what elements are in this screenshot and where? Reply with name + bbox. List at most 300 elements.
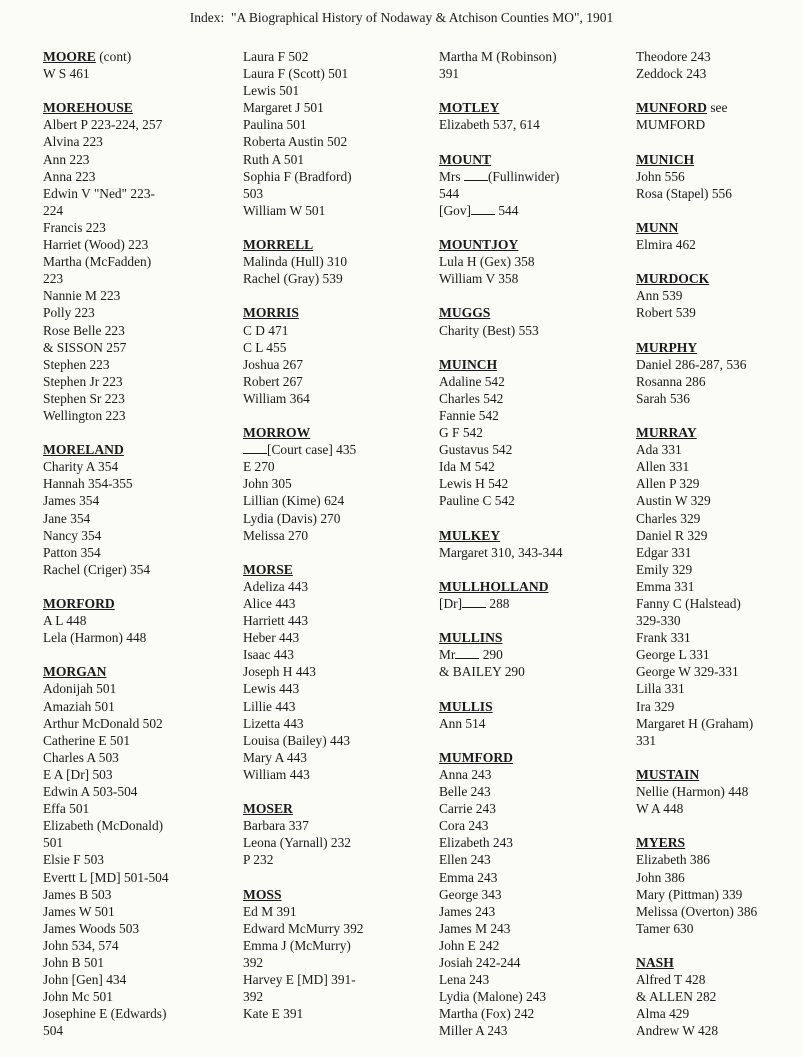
index-entry — [439, 492, 629, 509]
spacer — [243, 544, 433, 561]
index-entry — [43, 304, 233, 321]
entry-text: Allen P 329 — [636, 476, 700, 492]
entry-text: Wellington 223 — [43, 407, 126, 423]
index-entry — [43, 817, 233, 834]
entry-text: George 343 — [439, 886, 502, 902]
entry-text: C L 455 — [243, 339, 287, 355]
entry-text: Belle 243 — [439, 784, 491, 800]
index-entry — [439, 817, 629, 834]
page-title: Index: "A Biographical History of Nodaway & Atchison Counties MO", 1901 — [189, 10, 614, 25]
index-entry — [636, 851, 803, 868]
spacer — [439, 219, 629, 236]
index-entry — [243, 834, 433, 851]
spacer — [636, 749, 803, 766]
index-entry — [43, 544, 233, 561]
surname-heading — [243, 236, 433, 253]
index-entry — [243, 99, 433, 116]
entry-text: Emma 331 — [636, 578, 695, 594]
index-entry — [636, 732, 803, 749]
entry-text: Harriett 443 — [243, 613, 309, 629]
entry-text: Cora 243 — [439, 818, 489, 834]
entry-text: Rachel (Criger) 354 — [43, 561, 151, 577]
index-entry — [43, 390, 233, 407]
entry-text: Lilla 331 — [636, 681, 685, 697]
surname-heading-text: MOREHOUSE — [43, 100, 133, 116]
entry-text: Josiah 242-244 — [439, 954, 521, 970]
index-entry — [43, 151, 233, 168]
entry-text: Lydia (Malone) 243 — [439, 989, 547, 1005]
entry-text: Charity A 354 — [43, 459, 119, 475]
entry-text: & SISSON 257 — [43, 339, 127, 355]
index-entry — [243, 646, 433, 663]
index-entry — [243, 629, 433, 646]
index-entry — [243, 356, 433, 373]
entry-text: Laura F (Scott) 501 — [243, 66, 349, 82]
index-entry — [636, 1005, 803, 1022]
spacer — [439, 680, 629, 697]
index-entry — [243, 185, 433, 202]
surname-heading-text: MORRIS — [243, 305, 299, 321]
index-entry — [243, 612, 433, 629]
entry-text: Allen 331 — [636, 459, 690, 475]
entry-text: James Woods 503 — [43, 920, 140, 936]
surname-heading-text: MUNICH — [636, 151, 695, 167]
index-entry — [439, 646, 629, 663]
entry-text: Rachel (Gray) 539 — [243, 271, 343, 287]
index-entry — [43, 800, 233, 817]
entry-text: Edwin A 503-504 — [43, 784, 138, 800]
spacer — [636, 817, 803, 834]
index-entry — [243, 322, 433, 339]
entry-text: Leona (Yarnall) 232 — [243, 835, 351, 851]
entry-text: Ed M 391 — [243, 903, 297, 919]
entry-text: Harriet (Wood) 223 — [43, 237, 149, 253]
index-entry — [243, 270, 433, 287]
spacer — [636, 253, 803, 270]
entry-text: 544 — [439, 185, 460, 201]
surname-heading-text: MOUNTJOY — [439, 237, 519, 253]
index-entry — [636, 988, 803, 1005]
entry-text: Catherine E 501 — [43, 732, 131, 748]
index-entry — [636, 561, 803, 578]
entry-text: 391 — [439, 66, 460, 82]
index-entry — [636, 168, 803, 185]
entry-text: Lillie 443 — [243, 698, 296, 714]
entry-text: 224 — [43, 202, 64, 218]
entry-text: Austin W 329 — [636, 493, 711, 509]
entry-text: Mary A 443 — [243, 749, 307, 765]
entry-text: Edwin V "Ned" 223- — [43, 185, 155, 201]
index-column-2 — [243, 48, 433, 1022]
index-entry — [43, 629, 233, 646]
index-entry — [43, 920, 233, 937]
index-entry — [43, 458, 233, 475]
entry-text: John [Gen] 434 — [43, 972, 127, 988]
entry-text: 544 — [494, 202, 519, 218]
entry-text: 290 — [479, 647, 503, 663]
index-entry — [43, 783, 233, 800]
entry-text: Robert 267 — [243, 373, 303, 389]
entry-text: Joshua 267 — [243, 356, 303, 372]
entry-text: Lena 243 — [439, 972, 490, 988]
index-entry — [439, 65, 629, 82]
entry-text: Fannie 542 — [439, 407, 499, 423]
entry-text: Ann 223 — [43, 151, 90, 167]
index-entry — [43, 612, 233, 629]
entry-text: Harvey E [MD] 391- — [243, 972, 356, 988]
entry-text: Sarah 536 — [636, 390, 690, 406]
index-entry — [243, 168, 433, 185]
entry-text: Kate E 391 — [243, 1006, 304, 1022]
index-entry — [243, 988, 433, 1005]
surname-heading-text: MYERS — [636, 835, 686, 851]
index-entry — [243, 663, 433, 680]
surname-heading-text: MURPHY — [636, 339, 698, 355]
index-entry — [439, 458, 629, 475]
index-entry — [439, 851, 629, 868]
entry-text: Josephine E (Edwards) — [43, 1006, 167, 1022]
entry-text: John 534, 574 — [43, 937, 119, 953]
index-entry — [43, 954, 233, 971]
surname-heading-text: MULLINS — [439, 630, 503, 646]
spacer — [439, 82, 629, 99]
surname-heading — [439, 629, 629, 646]
index-entry — [43, 937, 233, 954]
index-entry — [43, 698, 233, 715]
entry-text: Andrew W 428 — [636, 1023, 719, 1039]
surname-heading-text: MORSE — [243, 561, 293, 577]
index-entry — [636, 903, 803, 920]
surname-heading-text: MOSS — [243, 886, 282, 902]
index-entry — [43, 202, 233, 219]
index-entry — [43, 492, 233, 509]
spacer — [439, 510, 629, 527]
index-entry — [243, 82, 433, 99]
index-entry — [243, 766, 433, 783]
surname-heading — [243, 424, 433, 441]
index-entry — [43, 680, 233, 697]
surname-heading — [439, 356, 629, 373]
surname-heading — [636, 424, 803, 441]
index-entry — [243, 492, 433, 509]
index-entry — [439, 424, 629, 441]
entry-text: Isaac 443 — [243, 647, 294, 663]
entry-text: Laura F 502 — [243, 49, 309, 64]
index-entry — [439, 253, 629, 270]
index-entry — [636, 715, 803, 732]
entry-text: G F 542 — [439, 425, 483, 441]
surname-heading — [636, 954, 803, 971]
surname-heading-note: see — [706, 100, 728, 116]
entry-text: Elizabeth (McDonald) — [43, 818, 164, 834]
surname-heading — [439, 578, 629, 595]
spacer — [243, 869, 433, 886]
index-entry — [636, 783, 803, 800]
entry-text: Robert 539 — [636, 305, 696, 321]
index-entry — [439, 954, 629, 971]
surname-heading-text: MORELAND — [43, 442, 124, 458]
entry-text: Nannie M 223 — [43, 288, 121, 304]
index-entry — [43, 219, 233, 236]
entry-prefix: [Dr] — [439, 596, 463, 611]
entry-text: W S 461 — [43, 66, 90, 82]
entry-text: Ellen 243 — [439, 852, 491, 868]
index-entry — [636, 920, 803, 937]
entry-text: Melissa (Overton) 386 — [636, 903, 758, 919]
surname-heading — [636, 339, 803, 356]
index-entry — [43, 988, 233, 1005]
entry-text: Evertt L [MD] 501-504 — [43, 869, 169, 885]
entry-text: Mary (Pittman) 339 — [636, 886, 743, 902]
entry-text: & ALLEN 282 — [636, 989, 717, 1005]
index-entry — [43, 236, 233, 253]
index-entry — [43, 510, 233, 527]
entry-text: James M 243 — [439, 920, 511, 936]
index-entry — [243, 202, 433, 219]
surname-heading-text: MUNN — [636, 219, 679, 235]
index-entry — [439, 834, 629, 851]
surname-heading-text: MUMFORD — [439, 749, 513, 765]
entry-text: Pauline C 542 — [439, 493, 515, 509]
index-entry — [243, 373, 433, 390]
spacer — [243, 287, 433, 304]
entry-text: A L 448 — [43, 613, 87, 629]
surname-heading — [439, 236, 629, 253]
index-entry — [439, 270, 629, 287]
index-entry — [439, 407, 629, 424]
entry-text: Nellie (Harmon) 448 — [636, 784, 749, 800]
index-entry — [43, 116, 233, 133]
entry-text: Lewis 501 — [243, 83, 300, 99]
entry-text: Stephen Sr 223 — [43, 390, 125, 406]
entry-text: Rosa (Stapel) 556 — [636, 185, 732, 201]
spacer — [243, 783, 433, 800]
index-entry — [243, 151, 433, 168]
entry-text: Daniel R 329 — [636, 527, 708, 543]
entry-text: Francis 223 — [43, 219, 106, 235]
index-entry — [636, 492, 803, 509]
entry-text: Miller A 243 — [439, 1023, 508, 1039]
spacer — [439, 133, 629, 150]
index-entry — [243, 715, 433, 732]
entry-text: Alfred T 428 — [636, 972, 706, 988]
entry-text: Margaret J 501 — [243, 100, 324, 116]
entry-text: William 443 — [243, 766, 310, 782]
index-entry — [243, 253, 433, 270]
index-entry — [243, 65, 433, 82]
entry-text: Carrie 243 — [439, 801, 496, 817]
surname-heading-text: MORGAN — [43, 664, 107, 680]
index-entry — [243, 954, 433, 971]
index-entry — [636, 441, 803, 458]
index-entry — [243, 510, 433, 527]
index-entry — [636, 185, 803, 202]
entry-text: Edward McMurry 392 — [243, 920, 364, 936]
index-entry — [243, 578, 433, 595]
entry-text: Adeliza 443 — [243, 578, 309, 594]
entry-text: Margaret 310, 343-344 — [439, 544, 563, 560]
entry-text: 503 — [243, 185, 264, 201]
index-entry — [243, 920, 433, 937]
entry-text: Heber 443 — [243, 630, 300, 646]
surname-heading — [243, 304, 433, 321]
entry-text: Charles 542 — [439, 390, 504, 406]
index-entry — [43, 886, 233, 903]
surname-heading-text: MOORE — [43, 49, 96, 64]
surname-heading-text: MURDOCK — [636, 271, 710, 287]
entry-text: 223 — [43, 271, 64, 287]
index-entry — [243, 1005, 433, 1022]
surname-heading-text: NASH — [636, 954, 674, 970]
entry-text: Elsie F 503 — [43, 852, 105, 868]
index-entry — [636, 886, 803, 903]
surname-heading — [439, 698, 629, 715]
index-column-1 — [43, 48, 233, 1039]
index-entry — [243, 817, 433, 834]
index-entry — [43, 65, 233, 82]
blank-underline — [455, 647, 479, 659]
surname-heading-text: MUINCH — [439, 356, 498, 372]
blank-underline — [471, 203, 495, 215]
index-entry — [636, 510, 803, 527]
surname-heading — [636, 151, 803, 168]
spacer — [439, 612, 629, 629]
index-entry — [43, 287, 233, 304]
entry-text: & BAILEY 290 — [439, 664, 525, 680]
index-entry — [243, 971, 433, 988]
index-entry — [43, 903, 233, 920]
entry-text: Alma 429 — [636, 1006, 690, 1022]
surname-heading — [636, 270, 803, 287]
index-entry — [243, 937, 433, 954]
entry-text: Hannah 354-355 — [43, 476, 133, 492]
index-entry — [43, 1005, 233, 1022]
entry-text: William 364 — [243, 390, 310, 406]
index-entry — [439, 920, 629, 937]
spacer — [636, 82, 803, 99]
spacer — [439, 561, 629, 578]
blank-underline — [462, 596, 486, 608]
index-entry — [243, 475, 433, 492]
index-entry — [439, 116, 629, 133]
entry-text: Ann 514 — [439, 715, 486, 731]
index-entry — [439, 937, 629, 954]
surname-heading — [636, 99, 803, 116]
entry-text: William W 501 — [243, 202, 326, 218]
index-column-4 — [636, 48, 803, 1039]
entry-text: W A 448 — [636, 801, 684, 817]
entry-text: Melissa 270 — [243, 527, 309, 543]
entry-text: Adonijah 501 — [43, 681, 117, 697]
entry-text: Stephen 223 — [43, 356, 110, 372]
surname-heading-text: MULLIS — [439, 698, 493, 714]
index-entry — [636, 544, 803, 561]
entry-text: Lela (Harmon) 448 — [43, 630, 147, 646]
index-entry — [43, 851, 233, 868]
index-entry — [439, 903, 629, 920]
entry-text: Martha (McFadden) — [43, 254, 152, 270]
spacer — [439, 732, 629, 749]
index-entry — [636, 236, 803, 253]
spacer — [43, 82, 233, 99]
surname-heading — [636, 766, 803, 783]
index-entry — [243, 732, 433, 749]
surname-heading — [243, 886, 433, 903]
surname-heading — [43, 48, 233, 65]
index-entry — [439, 185, 629, 202]
entry-text: Fanny C (Halstead) — [636, 596, 741, 611]
entry-text: 504 — [43, 1023, 64, 1039]
entry-text: Nancy 354 — [43, 527, 102, 543]
index-entry — [243, 595, 433, 612]
entry-text: Arthur McDonald 502 — [43, 715, 163, 731]
entry-text: Alice 443 — [243, 596, 296, 611]
index-entry — [43, 270, 233, 287]
index-entry — [439, 390, 629, 407]
entry-text: MUMFORD — [636, 117, 706, 133]
index-entry — [439, 544, 629, 561]
entry-text: Lewis 443 — [243, 681, 300, 697]
entry-text: Elizabeth 386 — [636, 852, 710, 868]
index-entry — [636, 458, 803, 475]
index-entry — [636, 390, 803, 407]
spacer — [43, 424, 233, 441]
index-entry — [43, 971, 233, 988]
entry-text: James B 503 — [43, 886, 112, 902]
index-entry — [636, 527, 803, 544]
surname-heading-text: MURRAY — [636, 425, 697, 441]
index-entry — [43, 133, 233, 150]
entry-text: John E 242 — [439, 937, 500, 953]
index-entry — [43, 322, 233, 339]
surname-heading — [636, 834, 803, 851]
entry-text: Effa 501 — [43, 801, 90, 817]
entry-text: John B 501 — [43, 954, 105, 970]
index-entry — [636, 680, 803, 697]
surname-heading — [439, 99, 629, 116]
index-entry — [43, 185, 233, 202]
index-entry — [636, 287, 803, 304]
entry-text: James W 501 — [43, 903, 115, 919]
index-entry — [43, 475, 233, 492]
index-entry — [43, 732, 233, 749]
entry-text: Lydia (Davis) 270 — [243, 510, 341, 526]
index-entry — [439, 441, 629, 458]
index-column-3 — [439, 48, 629, 1039]
entry-text: Zeddock 243 — [636, 66, 707, 82]
surname-heading — [439, 749, 629, 766]
index-entry — [43, 715, 233, 732]
index-entry — [636, 116, 803, 133]
index-entry — [439, 971, 629, 988]
surname-heading-text: MORRELL — [243, 237, 314, 253]
entry-text: James 243 — [439, 903, 496, 919]
entry-text: Ada 331 — [636, 442, 682, 458]
spacer — [439, 287, 629, 304]
entry-text: Patton 354 — [43, 544, 101, 560]
index-entry — [43, 339, 233, 356]
entry-text: Stephen Jr 223 — [43, 373, 123, 389]
entry-text: Gustavus 542 — [439, 442, 513, 458]
surname-heading-text: MUNFORD — [636, 100, 707, 116]
index-entry — [43, 749, 233, 766]
entry-text: Edgar 331 — [636, 544, 692, 560]
entry-text: George W 329-331 — [636, 664, 739, 680]
index-entry — [439, 595, 629, 612]
index-entry — [43, 407, 233, 424]
surname-heading-text: MOUNT — [439, 151, 492, 167]
surname-heading-text: MOTLEY — [439, 100, 500, 116]
